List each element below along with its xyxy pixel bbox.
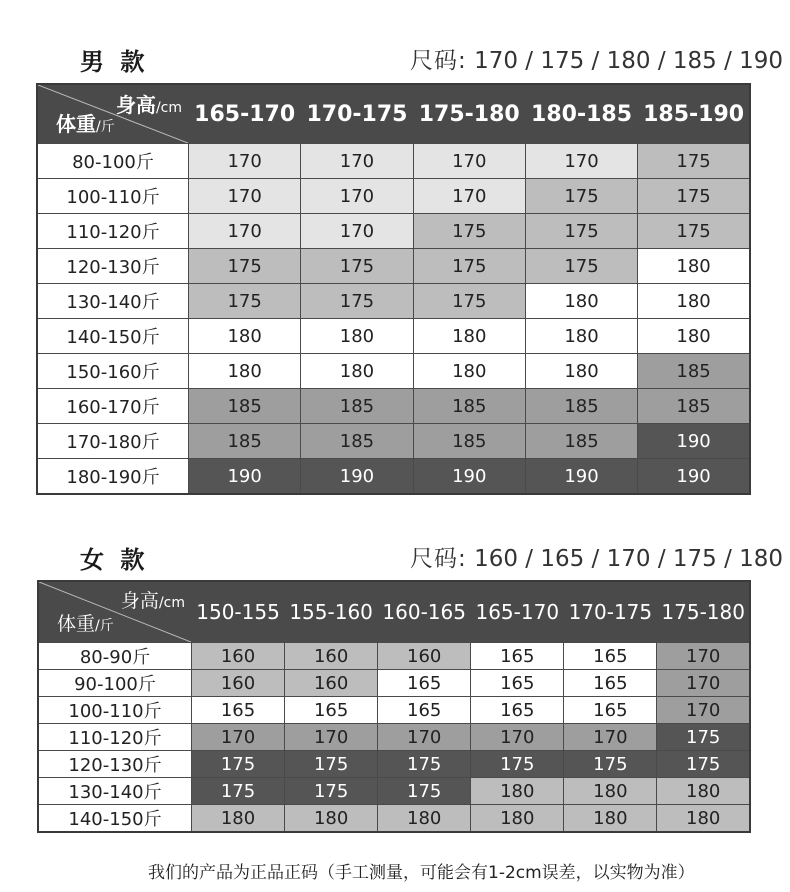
- men-size-cell: 190: [525, 459, 637, 495]
- women-size-cell: 165: [378, 697, 471, 724]
- men-size-cell: 185: [413, 389, 525, 424]
- women-size-cell: 175: [471, 751, 564, 778]
- men-size-cell: 170: [413, 144, 525, 179]
- women-size-cell: 165: [564, 697, 657, 724]
- men-size-cell: 170: [413, 179, 525, 214]
- men-size-cell: 185: [189, 389, 301, 424]
- women-column-header: 150-155: [192, 581, 285, 643]
- women-size-cell: 165: [378, 670, 471, 697]
- men-size-cell: 175: [413, 214, 525, 249]
- table-row: [37, 144, 750, 179]
- women-size-cell: 180: [192, 805, 285, 833]
- women-size-cell: 170: [192, 724, 285, 751]
- men-row-label: 160-170斤: [37, 389, 189, 424]
- men-size-cell: 185: [525, 389, 637, 424]
- women-size-cell: 170: [285, 724, 378, 751]
- women-size-cell: 170: [657, 643, 750, 670]
- women-size-label: 尺码:: [410, 546, 467, 572]
- women-corner-weight: [57, 609, 114, 636]
- men-size-cell: 190: [413, 459, 525, 495]
- women-size-cell: 160: [378, 643, 471, 670]
- men-size-cell: 185: [301, 389, 413, 424]
- women-size-values: 160 / 165 / 170 / 175 / 180: [474, 546, 784, 572]
- women-size-cell: 175: [285, 778, 378, 805]
- women-size-cell: 175: [192, 751, 285, 778]
- men-size-range: [410, 42, 783, 75]
- men-size-values: 170 / 175 / 180 / 185 / 190: [474, 48, 784, 74]
- women-row-label: 100-110斤: [38, 697, 192, 724]
- men-size-cell: 180: [301, 354, 413, 389]
- men-size-cell: 180: [189, 354, 301, 389]
- women-size-cell: 180: [471, 805, 564, 833]
- men-size-cell: 180: [525, 319, 637, 354]
- men-column-header: 180-185: [525, 84, 637, 144]
- men-size-cell: 190: [638, 459, 750, 495]
- women-size-cell: 180: [564, 805, 657, 833]
- men-column-header: 175-180: [413, 84, 525, 144]
- women-row-label: 110-120斤: [38, 724, 192, 751]
- women-size-cell: 170: [471, 724, 564, 751]
- women-column-header: 155-160: [285, 581, 378, 643]
- women-row-label: 90-100斤: [38, 670, 192, 697]
- men-size-cell: 175: [189, 284, 301, 319]
- men-size-cell: 180: [638, 249, 750, 284]
- men-row-label: 100-110斤: [37, 179, 189, 214]
- table-row: [37, 214, 750, 249]
- women-size-cell: 165: [471, 697, 564, 724]
- table-row: [37, 424, 750, 459]
- men-size-label: 尺码:: [410, 48, 467, 74]
- women-size-cell: 165: [192, 697, 285, 724]
- women-size-cell: 180: [657, 805, 750, 833]
- women-size-cell: 170: [657, 670, 750, 697]
- men-size-cell: 180: [525, 354, 637, 389]
- women-size-cell: 180: [285, 805, 378, 833]
- women-table-body: [38, 643, 750, 833]
- table-row: [38, 751, 750, 778]
- women-size-cell: 180: [564, 778, 657, 805]
- table-row: [38, 805, 750, 833]
- women-size-cell: 175: [285, 751, 378, 778]
- women-column-header: 170-175: [564, 581, 657, 643]
- men-size-cell: 170: [189, 214, 301, 249]
- table-row: [37, 249, 750, 284]
- table-row: [38, 670, 750, 697]
- women-section-title: 女 款: [80, 546, 149, 574]
- table-row: [37, 319, 750, 354]
- men-row-label: 180-190斤: [37, 459, 189, 495]
- table-row: [38, 778, 750, 805]
- men-corner-weight: [56, 108, 115, 137]
- women-row-label: 130-140斤: [38, 778, 192, 805]
- table-row: [37, 284, 750, 319]
- men-size-cell: 175: [638, 179, 750, 214]
- men-size-cell: 175: [301, 249, 413, 284]
- women-corner-height-label: 身高: [120, 590, 159, 612]
- women-size-cell: 175: [657, 724, 750, 751]
- men-column-header: 170-175: [301, 84, 413, 144]
- men-row-label: 80-100斤: [37, 144, 189, 179]
- women-size-cell: 160: [285, 643, 378, 670]
- men-header-row: [37, 84, 750, 144]
- women-row-label: 120-130斤: [38, 751, 192, 778]
- men-size-cell: 185: [189, 424, 301, 459]
- women-size-cell: 175: [378, 751, 471, 778]
- women-size-cell: 165: [564, 670, 657, 697]
- men-row-label: 130-140斤: [37, 284, 189, 319]
- women-corner-header: [38, 581, 192, 643]
- table-row: [38, 724, 750, 751]
- men-size-cell: 170: [189, 144, 301, 179]
- men-corner-height: [116, 89, 182, 118]
- men-size-cell: 175: [525, 249, 637, 284]
- men-size-cell: 185: [301, 424, 413, 459]
- men-row-label: 170-180斤: [37, 424, 189, 459]
- women-corner-height: [121, 586, 185, 613]
- women-size-cell: 180: [471, 778, 564, 805]
- men-size-cell: 170: [301, 144, 413, 179]
- men-corner-weight-unit: /斤: [96, 119, 115, 135]
- men-size-cell: 170: [525, 144, 637, 179]
- women-size-range: [410, 540, 783, 573]
- women-size-cell: 180: [378, 805, 471, 833]
- men-size-cell: 180: [413, 354, 525, 389]
- women-size-cell: 175: [564, 751, 657, 778]
- men-size-cell: 190: [301, 459, 413, 495]
- men-size-cell: 175: [413, 284, 525, 319]
- women-size-table: [37, 580, 751, 833]
- table-row: [38, 643, 750, 670]
- men-size-cell: 170: [301, 179, 413, 214]
- men-size-cell: 175: [189, 249, 301, 284]
- men-size-cell: 180: [301, 319, 413, 354]
- men-size-cell: 175: [638, 144, 750, 179]
- men-corner-weight-label: 体重: [56, 112, 96, 136]
- men-corner-height-label: 身高: [115, 93, 156, 117]
- women-size-cell: 180: [657, 778, 750, 805]
- men-size-cell: 185: [638, 354, 750, 389]
- women-size-cell: 175: [192, 778, 285, 805]
- men-row-label: 120-130斤: [37, 249, 189, 284]
- men-row-label: 110-120斤: [37, 214, 189, 249]
- women-corner-weight-label: 体重: [57, 613, 96, 635]
- women-corner-weight-unit: /斤: [95, 618, 114, 634]
- women-corner-height-unit: /cm: [158, 595, 185, 611]
- men-corner-header: [37, 84, 189, 144]
- men-size-cell: 180: [413, 319, 525, 354]
- women-size-cell: 175: [657, 751, 750, 778]
- men-row-label: 140-150斤: [37, 319, 189, 354]
- men-corner-height-unit: /cm: [155, 100, 182, 116]
- footer-note: 我们的产品为正品正码（手工测量，可能会有1-2cm误差，以实物为准）: [148, 863, 695, 883]
- men-size-cell: 190: [638, 424, 750, 459]
- women-size-cell: 165: [564, 643, 657, 670]
- men-table-body: [37, 144, 750, 495]
- women-size-cell: 170: [564, 724, 657, 751]
- table-row: [37, 459, 750, 495]
- women-column-header: 175-180: [657, 581, 750, 643]
- men-size-cell: 175: [413, 249, 525, 284]
- men-section-title: 男 款: [80, 48, 149, 76]
- table-row: [37, 389, 750, 424]
- women-row-label: 80-90斤: [38, 643, 192, 670]
- women-size-cell: 165: [285, 697, 378, 724]
- men-size-cell: 175: [638, 214, 750, 249]
- women-column-header: 165-170: [471, 581, 564, 643]
- table-row: [37, 354, 750, 389]
- men-size-cell: 175: [525, 214, 637, 249]
- men-size-cell: 180: [525, 284, 637, 319]
- men-size-cell: 190: [189, 459, 301, 495]
- table-row: [38, 697, 750, 724]
- men-size-cell: 185: [525, 424, 637, 459]
- women-size-cell: 175: [378, 778, 471, 805]
- table-row: [37, 179, 750, 214]
- men-size-cell: 175: [525, 179, 637, 214]
- men-size-cell: 180: [638, 319, 750, 354]
- men-size-cell: 170: [189, 179, 301, 214]
- men-size-cell: 180: [638, 284, 750, 319]
- women-size-cell: 160: [192, 643, 285, 670]
- men-size-cell: 180: [189, 319, 301, 354]
- women-size-cell: 165: [471, 643, 564, 670]
- men-size-cell: 185: [413, 424, 525, 459]
- women-size-cell: 170: [378, 724, 471, 751]
- women-size-cell: 160: [192, 670, 285, 697]
- men-column-header: 165-170: [189, 84, 301, 144]
- men-size-cell: 185: [638, 389, 750, 424]
- men-column-header: 185-190: [638, 84, 750, 144]
- women-size-cell: 165: [471, 670, 564, 697]
- men-size-cell: 170: [301, 214, 413, 249]
- women-row-label: 140-150斤: [38, 805, 192, 833]
- men-size-table: [36, 83, 751, 495]
- women-header-row: [38, 581, 750, 643]
- women-size-cell: 160: [285, 670, 378, 697]
- men-size-cell: 175: [301, 284, 413, 319]
- women-column-header: 160-165: [378, 581, 471, 643]
- women-size-cell: 170: [657, 697, 750, 724]
- men-row-label: 150-160斤: [37, 354, 189, 389]
